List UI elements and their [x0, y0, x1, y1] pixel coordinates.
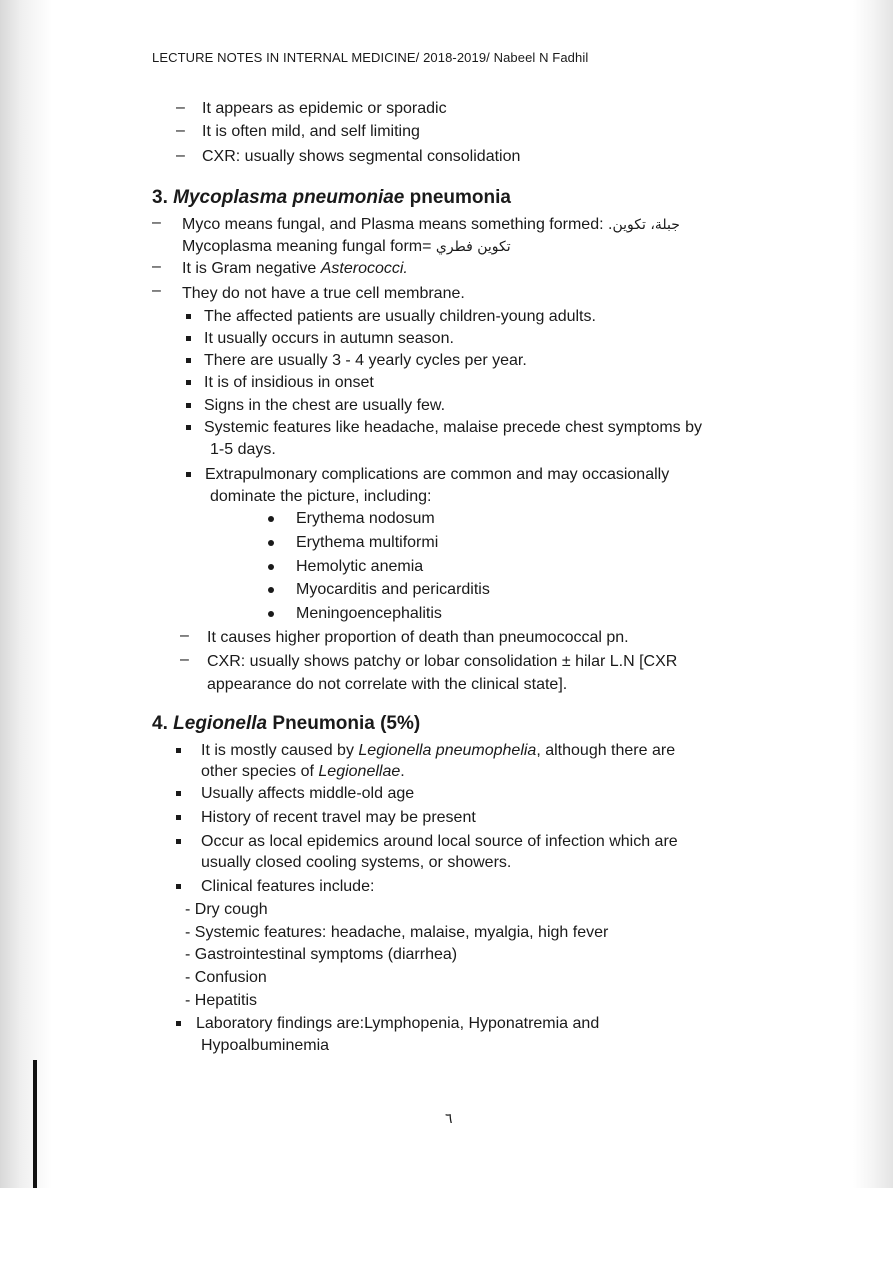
dash-marker: – [152, 258, 161, 275]
etymology-text-2: Mycoplasma meaning fungal form= [182, 238, 432, 255]
section-3-bullet: The affected patients are usually children-young adults. [204, 308, 596, 325]
dash-marker: – [176, 99, 185, 116]
page-header: LECTURE NOTES IN INTERNAL MEDICINE/ 2018-2019/ Nabeel N Fadhil [152, 50, 589, 65]
section-3-bullet: There are usually 3 - 4 yearly cycles per year. [204, 352, 527, 369]
section-3-number: 3. [152, 187, 168, 208]
section-3-heading [152, 186, 511, 210]
etymology-arabic-1: جبلة، تكوين. [608, 217, 680, 233]
death-line: It causes higher proportion of death than pneumococcal pn. [207, 629, 629, 646]
round-bullet [268, 564, 274, 570]
systemic-line-2: 1-5 days. [210, 441, 276, 458]
square-bullet [176, 815, 181, 820]
clinical-feature: - Dry cough [185, 901, 268, 918]
etymology-line-2 [182, 237, 511, 257]
complication-item: Meningoencephalitis [296, 605, 442, 622]
clinical-feature: - Gastrointestinal symptoms (diarrhea) [185, 946, 458, 963]
square-bullet [186, 358, 191, 363]
cause-text-post: , although there are [536, 742, 676, 759]
cxr-line-2: appearance do not correlate with the clinical state]. [207, 676, 568, 693]
square-bullet [186, 314, 191, 319]
scan-edge-left [33, 1060, 37, 1190]
section-3-title-rest: pneumonia [409, 187, 511, 208]
cause-line-2-organism: Legionellae [318, 763, 401, 780]
epidemic-line-2: usually closed cooling systems, or showers. [201, 854, 512, 871]
cause-text: It is mostly caused by [201, 742, 354, 759]
dash-marker: – [180, 627, 189, 644]
section-4-title-rest: Pneumonia (5%) [272, 713, 421, 734]
square-bullet [186, 336, 191, 341]
round-bullet [268, 611, 274, 617]
extrapulmonary-line-1: Extrapulmonary complications are common and may occasionally [205, 466, 670, 483]
clinical-feature: - Confusion [185, 969, 267, 986]
membrane-line: They do not have a true cell membrane. [182, 285, 465, 302]
square-bullet [186, 472, 191, 477]
intro-item: It appears as epidemic or sporadic [202, 100, 447, 117]
complication-item: Hemolytic anemia [296, 558, 424, 575]
section-3-bullet: It usually occurs in autumn season. [204, 330, 454, 347]
square-bullet [176, 791, 181, 796]
round-bullet [268, 516, 274, 522]
section-3-title-italic: Mycoplasma pneumoniae [173, 187, 405, 208]
etymology-arabic-2: تكوين فطري [435, 239, 511, 255]
lab-line-2: Hypoalbuminemia [201, 1037, 330, 1054]
cause-line-1 [201, 741, 675, 761]
extrapulmonary-line-2: dominate the picture, including: [210, 488, 432, 505]
etymology-line-1 [182, 215, 680, 235]
cause-line-2 [201, 762, 405, 782]
section-3-bullet: Signs in the chest are usually few. [204, 397, 446, 414]
age-line: Usually affects middle-old age [201, 785, 415, 802]
epidemic-line-1: Occur as local epidemics around local source of infection which are [201, 833, 678, 850]
clinical-feature: - Hepatitis [185, 992, 258, 1009]
systemic-line-1: Systemic features like headache, malaise precede chest symptoms by [204, 419, 703, 436]
square-bullet [176, 1021, 181, 1026]
complication-item: Myocarditis and pericarditis [296, 581, 490, 598]
gram-italic: Asterococci. [320, 260, 408, 277]
square-bullet [176, 748, 181, 753]
section-4-title-italic: Legionella [173, 713, 268, 734]
square-bullet [176, 839, 181, 844]
dash-marker: – [180, 651, 189, 668]
section-3-bullet: It is of insidious in onset [204, 374, 374, 391]
dash-marker: – [152, 282, 161, 299]
etymology-text-1: Myco means fungal, and Plasma means something formed: [182, 216, 604, 233]
dash-marker: – [152, 214, 161, 231]
gram-text: It is Gram negative [182, 260, 317, 277]
dash-marker: – [176, 122, 185, 139]
square-bullet [176, 884, 181, 889]
gram-line [182, 259, 408, 279]
dash-marker: – [176, 147, 185, 164]
cause-line-2-text: other species of [201, 763, 314, 780]
section-4-number: 4. [152, 713, 168, 734]
square-bullet [186, 380, 191, 385]
intro-item: It is often mild, and self limiting [202, 123, 420, 140]
section-4-heading [152, 712, 420, 736]
complication-item: Erythema nodosum [296, 510, 435, 527]
round-bullet [268, 540, 274, 546]
cause-organism: Legionella pneumophelia [358, 742, 537, 759]
clinical-feature: - Systemic features: headache, malaise, myalgia, high fever [185, 924, 609, 941]
scan-bottom-margin [0, 1188, 893, 1263]
clinical-intro: Clinical features include: [201, 878, 375, 895]
lab-line-1: Laboratory findings are:Lymphopenia, Hyponatremia and [196, 1015, 600, 1032]
page-number: ٦ [445, 1110, 453, 1126]
cause-line-2-post: . [400, 763, 405, 780]
scan-shadow-left [0, 0, 52, 1190]
round-bullet [268, 587, 274, 593]
intro-item: CXR: usually shows segmental consolidation [202, 148, 521, 165]
square-bullet [186, 425, 191, 430]
complication-item: Erythema multiformi [296, 534, 439, 551]
travel-line: History of recent travel may be present [201, 809, 476, 826]
square-bullet [186, 403, 191, 408]
cxr-line-1: CXR: usually shows patchy or lobar consolidation ± hilar L.N [CXR [207, 653, 678, 670]
scan-shadow-right [853, 0, 893, 1190]
